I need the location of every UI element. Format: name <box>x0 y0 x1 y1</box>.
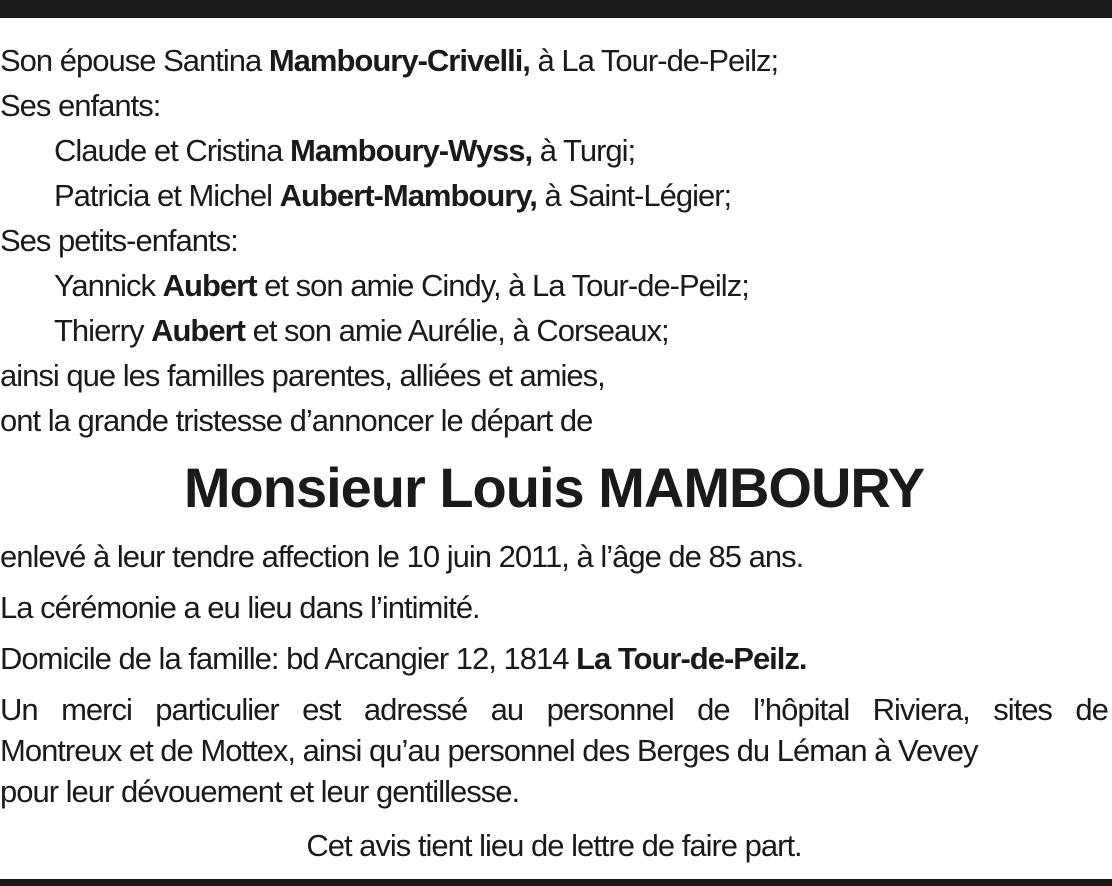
child-line <box>0 173 1108 218</box>
thanks-word: merci <box>61 692 132 727</box>
child-name: Mamboury-Wyss, <box>290 133 533 168</box>
thanks-word: de <box>1075 692 1108 727</box>
thanks-word: particulier <box>155 692 279 727</box>
thanks-line-2: Montreux et de Mottex, ainsi qu’au personnel des Berges du Léman à Vevey <box>0 733 978 768</box>
child-suffix: à Turgi; <box>539 133 636 168</box>
grandchild-name: Aubert <box>162 268 257 303</box>
domicile-line <box>0 638 1108 680</box>
grandchild-prefix: Yannick <box>54 268 155 303</box>
grandchild-name: Aubert <box>151 313 245 348</box>
child-line <box>0 128 1108 173</box>
spouse-prefix: Son épouse Santina <box>0 43 262 78</box>
thanks-word: est <box>302 692 341 727</box>
thanks-paragraph <box>0 689 1108 812</box>
thanks-word: Riviera, <box>872 692 970 727</box>
announce-line: ont la grande tristesse d’annoncer le départ de <box>0 403 593 438</box>
thanks-word: personnel <box>546 692 674 727</box>
child-suffix: à Saint-Légier; <box>544 178 732 213</box>
thanks-word: au <box>490 692 524 727</box>
child-prefix: Patricia et Michel <box>54 178 273 213</box>
thanks-word: Un <box>0 692 38 727</box>
spouse-suffix: à La Tour-de-Peilz; <box>537 43 779 78</box>
grandchildren-heading: Ses petits-enfants: <box>0 223 238 258</box>
top-border-bar <box>0 0 1112 18</box>
thanks-word: sites <box>993 692 1052 727</box>
domicile-prefix: Domicile de la famille: bd Arcangier 12, 1814 <box>0 641 569 676</box>
domicile-place: La Tour-de-Peilz. <box>576 641 807 676</box>
grandchild-line <box>0 263 1108 308</box>
grandchild-line <box>0 308 1108 353</box>
thanks-word: l’hôpital <box>753 692 850 727</box>
grandchild-suffix: et son amie Cindy, à La Tour-de-Peilz; <box>264 268 749 303</box>
child-prefix: Claude et Cristina <box>54 133 283 168</box>
spouse-line <box>0 38 1108 83</box>
bottom-border-bar <box>0 879 1112 886</box>
thanks-word: adressé <box>363 692 468 727</box>
relatives-line: ainsi que les familles parentes, alliées et amies, <box>0 358 605 393</box>
grandchild-prefix: Thierry <box>54 313 144 348</box>
thanks-line-1 <box>0 689 1108 730</box>
thanks-word: de <box>697 692 730 727</box>
child-name: Aubert-Mamboury, <box>279 178 537 213</box>
death-line: enlevé à leur tendre affection le 10 juin 2011, à l’âge de 85 ans. <box>0 539 804 574</box>
ceremony-line: La cérémonie a eu lieu dans l’intimité. <box>0 590 480 625</box>
grandchild-suffix: et son amie Aurélie, à Corseaux; <box>252 313 669 348</box>
obituary-notice <box>0 38 1108 867</box>
thanks-line-3: pour leur dévouement et leur gentillesse. <box>0 774 520 809</box>
deceased-name: Monsieur Louis MAMBOURY <box>183 456 925 519</box>
spouse-name: Mamboury-Crivelli, <box>268 43 530 78</box>
closing-line: Cet avis tient lieu de lettre de faire part. <box>306 828 802 863</box>
children-heading: Ses enfants: <box>0 88 161 123</box>
